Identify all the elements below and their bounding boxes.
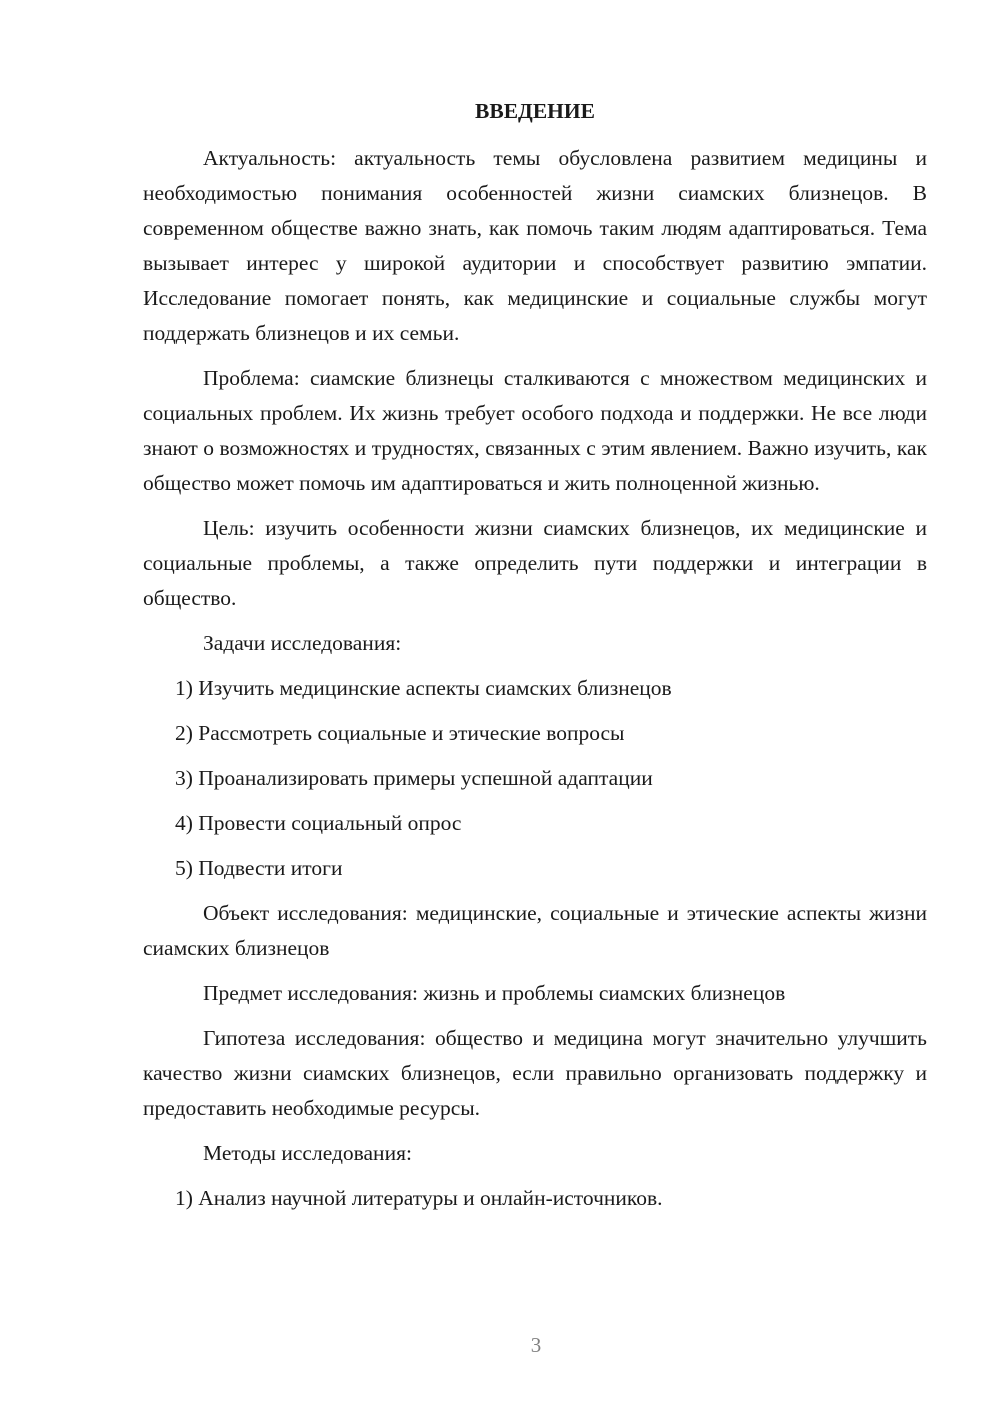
task-item: 4) Провести социальный опрос: [175, 811, 462, 835]
problem-paragraph: Проблема: сиамские близнецы сталкиваются с множеством медицинских и социальных проблем. Их жизнь требует особого подхода и поддержки. Не все люди знают о возможностях и трудностях, связанных с этим явлением. Важно изучить, как общество может помочь им адаптироваться и жить полноценной жизнью.: [143, 366, 927, 495]
hypothesis-paragraph: Гипотеза исследования: общество и медицина могут значительно улучшить качество жизни сиамских близнецов, если правильно организовать поддержку и предоставить необходимые ресурсы.: [143, 1026, 927, 1120]
task-item: 3) Проанализировать примеры успешной адаптации: [175, 766, 653, 790]
relevance-paragraph: Актуальность: актуальность темы обусловлена развитием медицины и необходимостью понимания особенностей жизни сиамских близнецов. В современном обществе важно знать, как помочь таким людям адаптироваться. Тема вызывает интерес у широкой аудитории и способствует развитию эмпатии. Исследование помогает понять, как медицинские и социальные службы могут поддержать близнецов и их семьи.: [143, 146, 927, 345]
page-number: 3: [530, 1333, 542, 1357]
methods-heading: Методы исследования:: [203, 1141, 412, 1165]
task-item: 5) Подвести итоги: [175, 856, 343, 880]
object-paragraph: Объект исследования: медицинские, социальные и этические аспекты жизни сиамских близнецов: [143, 901, 927, 960]
method-item: 1) Анализ научной литературы и онлайн-источников.: [175, 1186, 663, 1210]
task-item: 2) Рассмотреть социальные и этические вопросы: [175, 721, 625, 745]
section-title: ВВЕДЕНИЕ: [475, 99, 595, 123]
goal-paragraph: Цель: изучить особенности жизни сиамских близнецов, их медицинские и социальные проблемы, а также определить пути поддержки и интеграции в общество.: [143, 516, 927, 610]
tasks-heading: Задачи исследования:: [203, 631, 402, 655]
task-item: 1) Изучить медицинские аспекты сиамских близнецов: [175, 676, 672, 700]
page-content: [143, 94, 927, 1226]
subject-paragraph: Предмет исследования: жизнь и проблемы сиамских близнецов: [203, 981, 786, 1005]
